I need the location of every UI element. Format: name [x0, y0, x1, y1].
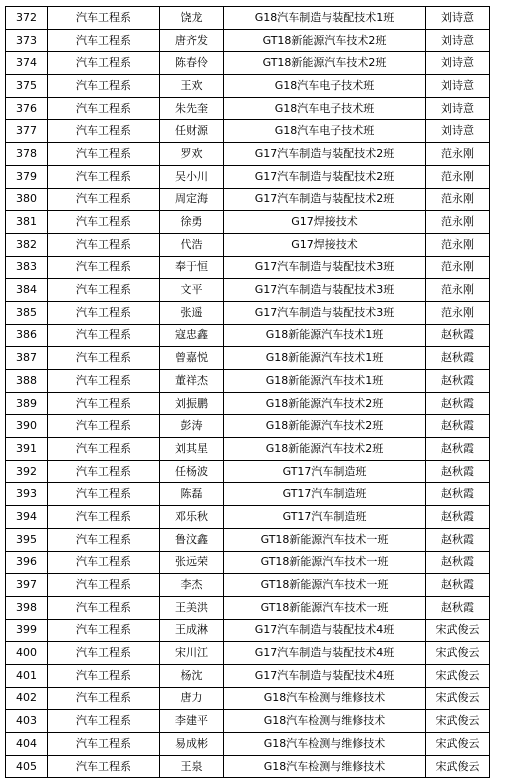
table-row — [6, 528, 490, 551]
student-name-cell: 杨沈 — [160, 664, 224, 687]
class-name-cell: GT17汽车制造班 — [224, 460, 426, 483]
class-name-cell: G17汽车制造与装配技术2班 — [224, 188, 426, 211]
department-cell: 汽车工程系 — [48, 392, 160, 415]
row-number-cell: 405 — [6, 755, 48, 778]
teacher-cell: 刘诗意 — [426, 97, 490, 120]
row-number-cell: 380 — [6, 188, 48, 211]
department-cell: 汽车工程系 — [48, 733, 160, 756]
teacher-cell: 赵秋霞 — [426, 370, 490, 393]
table-row — [6, 392, 490, 415]
student-name-cell: 奉于恒 — [160, 256, 224, 279]
student-name-cell: 周定海 — [160, 188, 224, 211]
student-table — [5, 6, 490, 778]
table-row — [6, 256, 490, 279]
class-name-cell: G17汽车制造与装配技术3班 — [224, 279, 426, 302]
student-name-cell: 唐力 — [160, 687, 224, 710]
student-name-cell: 张遥 — [160, 301, 224, 324]
row-number-cell: 395 — [6, 528, 48, 551]
table-row — [6, 755, 490, 778]
class-name-cell: GT18新能源汽车技术一班 — [224, 574, 426, 597]
student-name-cell: 代浩 — [160, 233, 224, 256]
department-cell: 汽车工程系 — [48, 664, 160, 687]
class-name-cell: G17汽车制造与装配技术3班 — [224, 256, 426, 279]
row-number-cell: 388 — [6, 370, 48, 393]
teacher-cell: 赵秋霞 — [426, 392, 490, 415]
department-cell: 汽车工程系 — [48, 687, 160, 710]
class-name-cell: G17汽车制造与装配技术4班 — [224, 664, 426, 687]
teacher-cell: 范永刚 — [426, 233, 490, 256]
student-name-cell: 彭涛 — [160, 415, 224, 438]
table-row — [6, 7, 490, 30]
student-name-cell: 张远荣 — [160, 551, 224, 574]
class-name-cell: G18汽车电子技术班 — [224, 75, 426, 98]
teacher-cell: 赵秋霞 — [426, 483, 490, 506]
student-name-cell: 任财源 — [160, 120, 224, 143]
row-number-cell: 378 — [6, 143, 48, 166]
department-cell: 汽车工程系 — [48, 370, 160, 393]
department-cell: 汽车工程系 — [48, 279, 160, 302]
student-name-cell: 李杰 — [160, 574, 224, 597]
department-cell: 汽车工程系 — [48, 120, 160, 143]
class-name-cell: GT18新能源汽车技术2班 — [224, 52, 426, 75]
teacher-cell: 赵秋霞 — [426, 574, 490, 597]
row-number-cell: 373 — [6, 29, 48, 52]
table-row — [6, 370, 490, 393]
class-name-cell: G18汽车电子技术班 — [224, 120, 426, 143]
teacher-cell: 范永刚 — [426, 256, 490, 279]
student-name-cell: 陈磊 — [160, 483, 224, 506]
row-number-cell: 402 — [6, 687, 48, 710]
class-name-cell: G18新能源汽车技术2班 — [224, 392, 426, 415]
teacher-cell: 赵秋霞 — [426, 324, 490, 347]
table-body — [6, 7, 490, 778]
row-number-cell: 401 — [6, 664, 48, 687]
student-name-cell: 徐勇 — [160, 211, 224, 234]
row-number-cell: 400 — [6, 642, 48, 665]
student-name-cell: 任杨波 — [160, 460, 224, 483]
class-name-cell: GT17汽车制造班 — [224, 506, 426, 529]
student-name-cell: 曾嘉悦 — [160, 347, 224, 370]
table-row — [6, 165, 490, 188]
student-name-cell: 刘其星 — [160, 438, 224, 461]
table-row — [6, 279, 490, 302]
department-cell: 汽车工程系 — [48, 460, 160, 483]
class-name-cell: G17焊接技术 — [224, 211, 426, 234]
department-cell: 汽车工程系 — [48, 755, 160, 778]
student-name-cell: 吴小川 — [160, 165, 224, 188]
row-number-cell: 379 — [6, 165, 48, 188]
department-cell: 汽车工程系 — [48, 52, 160, 75]
row-number-cell: 372 — [6, 7, 48, 30]
row-number-cell: 385 — [6, 301, 48, 324]
row-number-cell: 392 — [6, 460, 48, 483]
row-number-cell: 381 — [6, 211, 48, 234]
row-number-cell: 386 — [6, 324, 48, 347]
table-row — [6, 415, 490, 438]
teacher-cell: 刘诗意 — [426, 75, 490, 98]
row-number-cell: 389 — [6, 392, 48, 415]
department-cell: 汽车工程系 — [48, 188, 160, 211]
class-name-cell: G18新能源汽车技术2班 — [224, 415, 426, 438]
department-cell: 汽车工程系 — [48, 143, 160, 166]
student-name-cell: 刘振鹏 — [160, 392, 224, 415]
table-row — [6, 324, 490, 347]
row-number-cell: 393 — [6, 483, 48, 506]
table-row — [6, 687, 490, 710]
row-number-cell: 391 — [6, 438, 48, 461]
department-cell: 汽车工程系 — [48, 97, 160, 120]
row-number-cell: 390 — [6, 415, 48, 438]
table-row — [6, 211, 490, 234]
row-number-cell: 399 — [6, 619, 48, 642]
class-name-cell: G18汽车检测与维修技术 — [224, 733, 426, 756]
class-name-cell: G17焊接技术 — [224, 233, 426, 256]
row-number-cell: 403 — [6, 710, 48, 733]
student-name-cell: 唐齐发 — [160, 29, 224, 52]
class-name-cell: GT17汽车制造班 — [224, 483, 426, 506]
teacher-cell: 范永刚 — [426, 188, 490, 211]
student-name-cell: 王成淋 — [160, 619, 224, 642]
teacher-cell: 赵秋霞 — [426, 438, 490, 461]
table-row — [6, 664, 490, 687]
teacher-cell: 赵秋霞 — [426, 415, 490, 438]
student-name-cell: 陈春伶 — [160, 52, 224, 75]
student-name-cell: 鲁汶鑫 — [160, 528, 224, 551]
student-name-cell: 饶龙 — [160, 7, 224, 30]
student-name-cell: 邓乐秋 — [160, 506, 224, 529]
department-cell: 汽车工程系 — [48, 506, 160, 529]
table-row — [6, 596, 490, 619]
table-row — [6, 710, 490, 733]
row-number-cell: 375 — [6, 75, 48, 98]
class-name-cell: G18新能源汽车技术1班 — [224, 347, 426, 370]
teacher-cell: 范永刚 — [426, 301, 490, 324]
student-name-cell: 王欢 — [160, 75, 224, 98]
teacher-cell: 赵秋霞 — [426, 596, 490, 619]
teacher-cell: 宋武俊云 — [426, 664, 490, 687]
department-cell: 汽车工程系 — [48, 7, 160, 30]
student-name-cell: 易成彬 — [160, 733, 224, 756]
class-name-cell: G18汽车制造与装配技术1班 — [224, 7, 426, 30]
table-row — [6, 29, 490, 52]
teacher-cell: 宋武俊云 — [426, 733, 490, 756]
table-row — [6, 642, 490, 665]
department-cell: 汽车工程系 — [48, 551, 160, 574]
class-name-cell: G18新能源汽车技术2班 — [224, 438, 426, 461]
teacher-cell: 刘诗意 — [426, 120, 490, 143]
department-cell: 汽车工程系 — [48, 29, 160, 52]
department-cell: 汽车工程系 — [48, 256, 160, 279]
department-cell: 汽车工程系 — [48, 596, 160, 619]
student-name-cell: 王美洪 — [160, 596, 224, 619]
table-row — [6, 188, 490, 211]
table-row — [6, 143, 490, 166]
class-name-cell: GT18新能源汽车技术一班 — [224, 528, 426, 551]
student-name-cell: 董祥杰 — [160, 370, 224, 393]
student-name-cell: 寇忠鑫 — [160, 324, 224, 347]
department-cell: 汽车工程系 — [48, 211, 160, 234]
teacher-cell: 范永刚 — [426, 143, 490, 166]
class-name-cell: G17汽车制造与装配技术2班 — [224, 143, 426, 166]
teacher-cell: 范永刚 — [426, 279, 490, 302]
department-cell: 汽车工程系 — [48, 642, 160, 665]
class-name-cell: GT18新能源汽车技术一班 — [224, 551, 426, 574]
table-row — [6, 574, 490, 597]
table-row — [6, 347, 490, 370]
teacher-cell: 宋武俊云 — [426, 710, 490, 733]
table-row — [6, 733, 490, 756]
teacher-cell: 刘诗意 — [426, 29, 490, 52]
row-number-cell: 404 — [6, 733, 48, 756]
teacher-cell: 宋武俊云 — [426, 755, 490, 778]
teacher-cell: 刘诗意 — [426, 7, 490, 30]
table-row — [6, 460, 490, 483]
row-number-cell: 384 — [6, 279, 48, 302]
table-row — [6, 233, 490, 256]
student-name-cell: 王泉 — [160, 755, 224, 778]
class-name-cell: G18新能源汽车技术1班 — [224, 370, 426, 393]
student-name-cell: 宋川江 — [160, 642, 224, 665]
table-row — [6, 52, 490, 75]
table-row — [6, 301, 490, 324]
teacher-cell: 赵秋霞 — [426, 506, 490, 529]
teacher-cell: 范永刚 — [426, 211, 490, 234]
class-name-cell: G17汽车制造与装配技术4班 — [224, 619, 426, 642]
department-cell: 汽车工程系 — [48, 324, 160, 347]
row-number-cell: 398 — [6, 596, 48, 619]
class-name-cell: G18汽车电子技术班 — [224, 97, 426, 120]
teacher-cell: 宋武俊云 — [426, 642, 490, 665]
class-name-cell: GT18新能源汽车技术一班 — [224, 596, 426, 619]
table-row — [6, 506, 490, 529]
teacher-cell: 范永刚 — [426, 165, 490, 188]
teacher-cell: 赵秋霞 — [426, 460, 490, 483]
row-number-cell: 383 — [6, 256, 48, 279]
department-cell: 汽车工程系 — [48, 415, 160, 438]
class-name-cell: G18新能源汽车技术1班 — [224, 324, 426, 347]
department-cell: 汽车工程系 — [48, 233, 160, 256]
class-name-cell: GT18新能源汽车技术2班 — [224, 29, 426, 52]
teacher-cell: 赵秋霞 — [426, 551, 490, 574]
class-name-cell: G18汽车检测与维修技术 — [224, 710, 426, 733]
row-number-cell: 382 — [6, 233, 48, 256]
table-row — [6, 438, 490, 461]
row-number-cell: 374 — [6, 52, 48, 75]
row-number-cell: 396 — [6, 551, 48, 574]
row-number-cell: 377 — [6, 120, 48, 143]
table-row — [6, 97, 490, 120]
row-number-cell: 394 — [6, 506, 48, 529]
department-cell: 汽车工程系 — [48, 483, 160, 506]
student-name-cell: 李建平 — [160, 710, 224, 733]
teacher-cell: 宋武俊云 — [426, 687, 490, 710]
teacher-cell: 刘诗意 — [426, 52, 490, 75]
teacher-cell: 宋武俊云 — [426, 619, 490, 642]
student-name-cell: 朱先奎 — [160, 97, 224, 120]
student-name-cell: 罗欢 — [160, 143, 224, 166]
department-cell: 汽车工程系 — [48, 528, 160, 551]
class-name-cell: G17汽车制造与装配技术3班 — [224, 301, 426, 324]
department-cell: 汽车工程系 — [48, 301, 160, 324]
department-cell: 汽车工程系 — [48, 347, 160, 370]
class-name-cell: G18汽车检测与维修技术 — [224, 687, 426, 710]
table-row — [6, 483, 490, 506]
department-cell: 汽车工程系 — [48, 619, 160, 642]
table-row — [6, 75, 490, 98]
row-number-cell: 387 — [6, 347, 48, 370]
class-name-cell: G17汽车制造与装配技术2班 — [224, 165, 426, 188]
row-number-cell: 376 — [6, 97, 48, 120]
department-cell: 汽车工程系 — [48, 438, 160, 461]
class-name-cell: G17汽车制造与装配技术4班 — [224, 642, 426, 665]
teacher-cell: 赵秋霞 — [426, 347, 490, 370]
row-number-cell: 397 — [6, 574, 48, 597]
department-cell: 汽车工程系 — [48, 710, 160, 733]
teacher-cell: 赵秋霞 — [426, 528, 490, 551]
table-row — [6, 619, 490, 642]
department-cell: 汽车工程系 — [48, 165, 160, 188]
table-row — [6, 551, 490, 574]
class-name-cell: G18汽车检测与维修技术 — [224, 755, 426, 778]
student-name-cell: 文平 — [160, 279, 224, 302]
table-row — [6, 120, 490, 143]
department-cell: 汽车工程系 — [48, 574, 160, 597]
department-cell: 汽车工程系 — [48, 75, 160, 98]
